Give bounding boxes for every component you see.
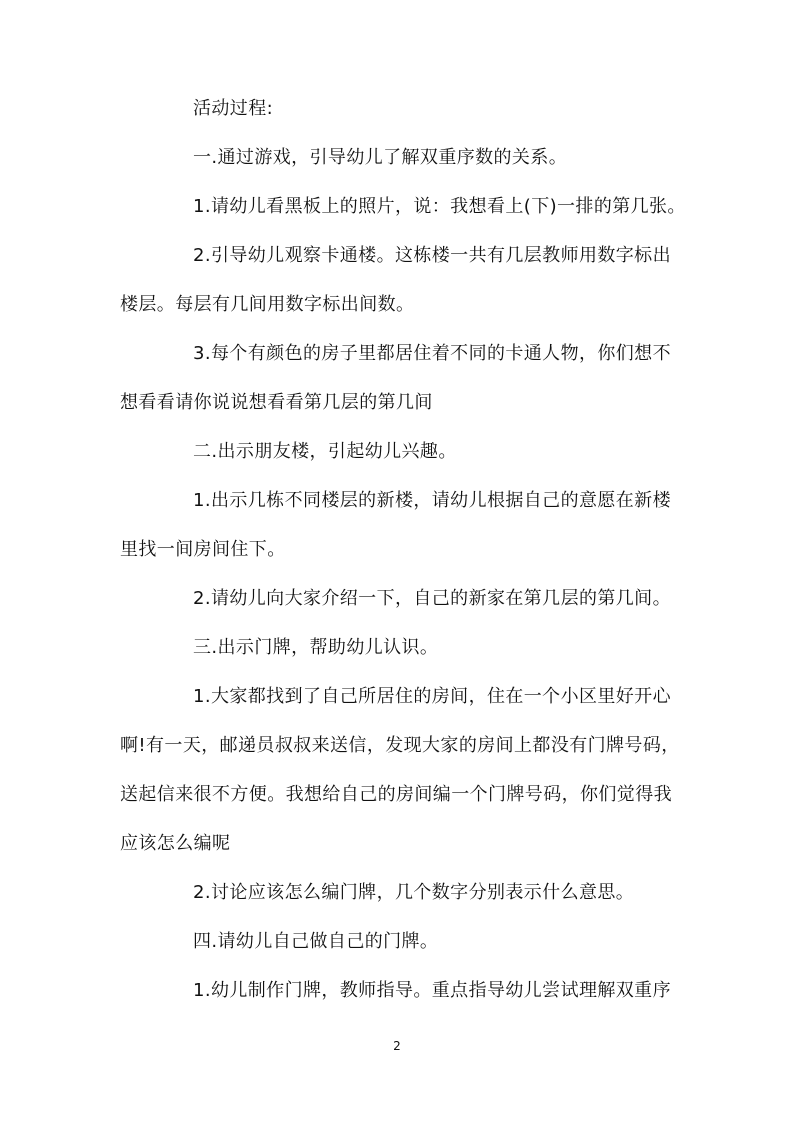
- paragraph-line: 送起信来很不方便。我想给自己的房间编一个门牌号码，你们觉得我: [120, 784, 672, 805]
- paragraph-line: 1.出示几栋不同楼层的新楼，请幼儿根据自己的意愿在新楼: [193, 490, 671, 511]
- paragraph-line: 2.请幼儿向大家介绍一下，自己的新家在第几层的第几间。: [193, 588, 671, 609]
- paragraph-line: 里找一间房间住下。: [120, 539, 286, 560]
- paragraph-line: 啊!有一天，邮递员叔叔来送信，发现大家的房间上都没有门牌号码，: [120, 735, 680, 756]
- paragraph-line: 2.讨论应该怎么编门牌，几个数字分别表示什么意思。: [193, 882, 635, 903]
- paragraph-line: 应该怎么编呢: [120, 833, 231, 854]
- paragraph-line: 3.每个有颜色的房子里都居住着不同的卡通人物，你们想不: [193, 343, 671, 364]
- paragraph-line: 1.大家都找到了自己所居住的房间，住在一个小区里好开心: [193, 686, 671, 707]
- page-number: 2: [393, 1039, 401, 1053]
- section-heading-1: 一.通过游戏，引导幼儿了解双重序数的关系。: [193, 147, 568, 168]
- paragraph-line: 楼层。每层有几间用数字标出间数。: [120, 294, 415, 315]
- paragraph-line: 想看看请你说说想看看第几层的第几间: [120, 392, 433, 413]
- paragraph-line: 1.请幼儿看黑板上的照片，说：我想看上(下)一排的第几张。: [193, 196, 686, 217]
- paragraph-line: 2.引导幼儿观察卡通楼。这栋楼一共有几层教师用数字标出: [193, 245, 671, 266]
- section-heading-activity-process: 活动过程:: [193, 98, 274, 119]
- paragraph-line: 1.幼儿制作门牌，教师指导。重点指导幼儿尝试理解双重序: [193, 980, 671, 1001]
- section-heading-4: 四.请幼儿自己做自己的门牌。: [193, 931, 439, 952]
- section-heading-2: 二.出示朋友楼，引起幼儿兴趣。: [193, 441, 457, 462]
- section-heading-3: 三.出示门牌，帮助幼儿认识。: [193, 637, 439, 658]
